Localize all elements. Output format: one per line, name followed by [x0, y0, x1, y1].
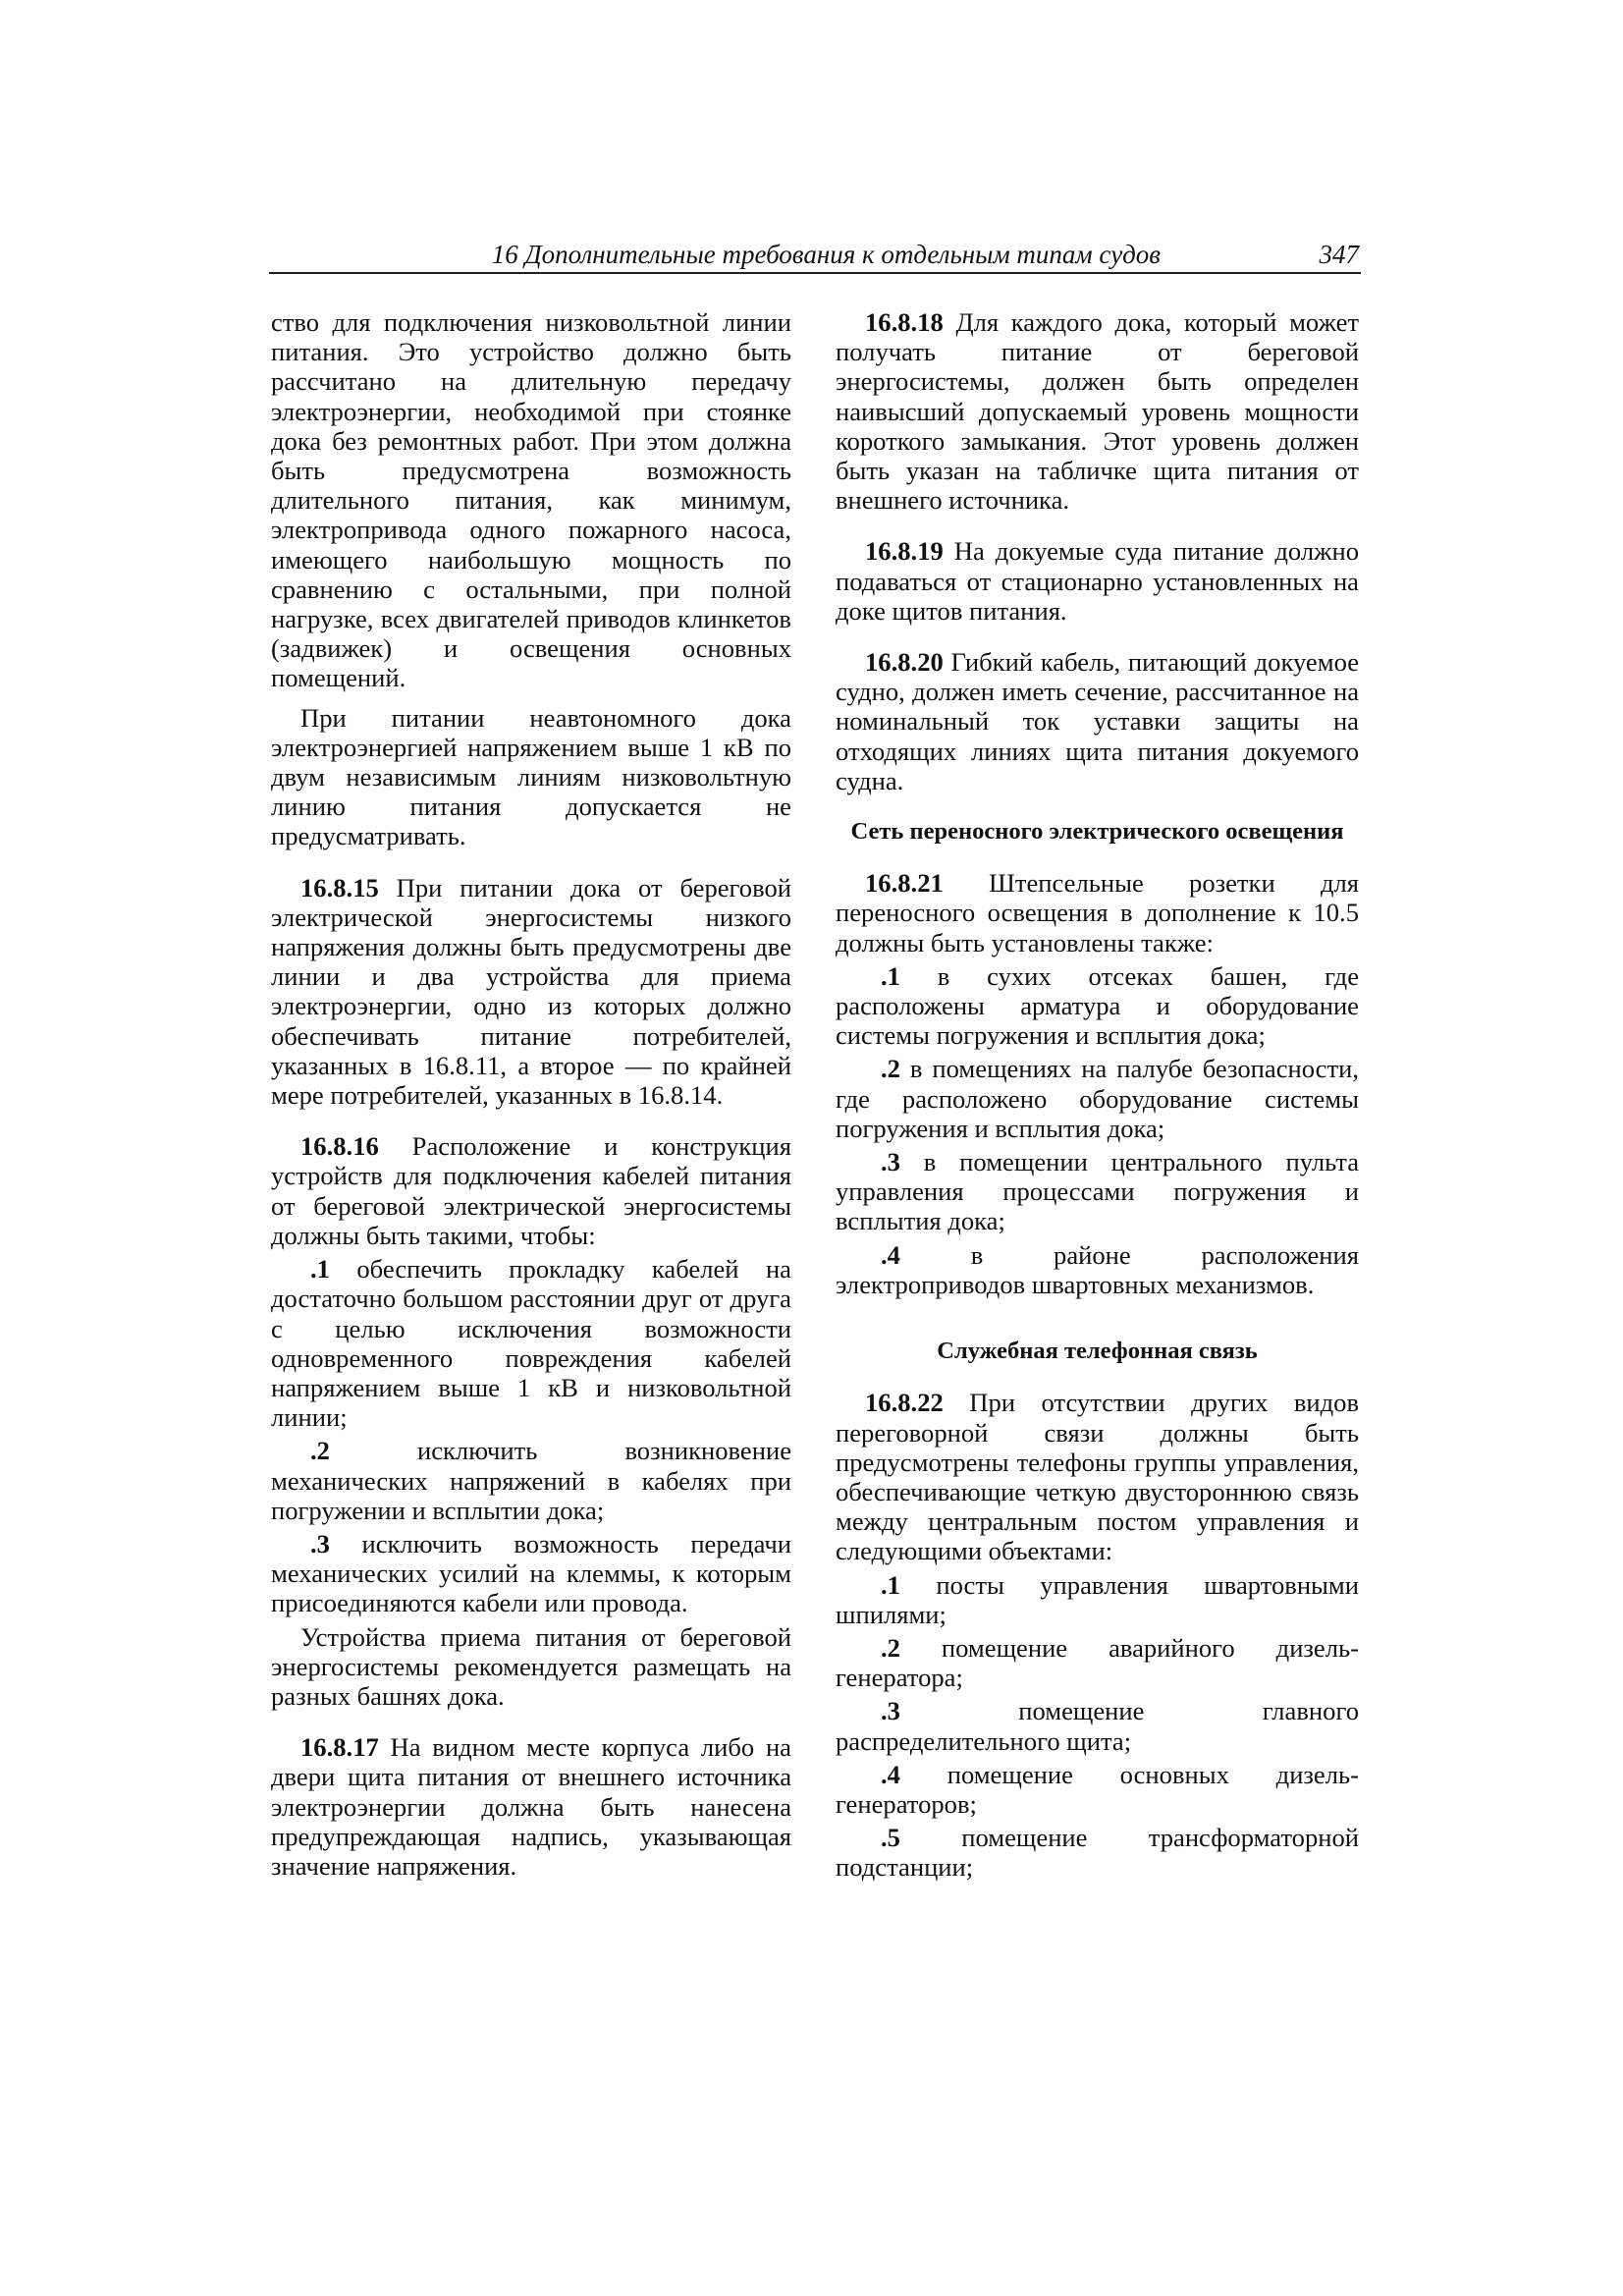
section-16-8-20: 16.8.20 Гибкий кабель, питающий докуемое судно, должен иметь сечение, рассчитанное на номинальный ток уставки защиты на отходящих линиях щита питания докуемого судна.	[836, 647, 1359, 795]
section-16-8-16: 16.8.16 Расположение и конструкция устройств для подключения кабелей питания от береговой электрической энергосистемы должны быть такими, чтобы:	[271, 1131, 791, 1250]
list-item: .2 исключить возникновение механических напряжений в кабелях при погружении и всплытии дока;	[271, 1436, 791, 1525]
list-item: .1 обеспечить прокладку кабелей на достаточно большом расстоянии друг от друга с целью исключения возможности одновременного повреждения кабелей напряжением выше 1 кВ и низковольтной линии;	[271, 1254, 791, 1433]
section-number: 16.8.18	[865, 307, 944, 337]
section-number: 16.8.16	[300, 1131, 379, 1162]
section-16-8-18: 16.8.18 Для каждого дока, который может получать питание от береговой энергосистемы, должен быть определен наивысший допускаемый уровень мощности короткого замыкания. Этот уровень должен быть указан на табличке щита питания от внешнего источника.	[836, 307, 1359, 516]
list-item: .4 в районе расположения электроприводов швартовных механизмов.	[836, 1239, 1359, 1299]
paragraph: При питании неавтономного дока электроэнергией напряжением выше 1 кВ по двум независимым линиям низковольтную линию питания допускается не предусматривать.	[271, 702, 791, 851]
section-16-8-21: 16.8.21 Штепсельные розетки для переносного освещения в дополнение к 10.5 должны быть установлены также:	[836, 868, 1359, 957]
section-number: 16.8.17	[300, 1732, 379, 1763]
list-item: .5 помещение трансформаторной подстанции;	[836, 1823, 1359, 1883]
list-item: .2 в помещениях на палубе безопасности, где расположено оборудование системы погружения и всплытия дока;	[836, 1054, 1359, 1143]
list-item: .3 в помещении центрального пульта управления процессами погружения и всплытия дока;	[836, 1147, 1359, 1236]
running-header-title: 16 Дополнительные требования к отдельным типам судов	[491, 240, 1161, 269]
section-number: 16.8.20	[865, 647, 944, 678]
subsection-heading: Сеть переносного электрического освещения	[850, 818, 1344, 846]
list-item: .3 исключить возможность передачи механических усилий на клеммы, к которым присоединяются кабели или провода.	[271, 1528, 791, 1618]
list-item: .1 в сухих отсеках башен, где расположены арматура и оборудование системы погружения и всплытия дока;	[836, 960, 1359, 1051]
section-16-8-17: 16.8.17 На видном месте корпуса либо на двери щита питания от внешнего источника электроэнергии должна быть нанесена предупреждающая надпись, указывающая значение напряжения.	[271, 1732, 791, 1881]
list-item: .2 помещение аварийного дизель-генератора;	[836, 1632, 1359, 1693]
section-16-8-22: 16.8.22 При отсутствии других видов переговорной связи должны быть предусмотрены телефоны группы управления, обеспечивающие четкую двустороннюю связь между центральным постом управления и следующими объектами:	[836, 1388, 1359, 1566]
section-number: 16.8.19	[865, 536, 944, 567]
section-16-8-15: 16.8.15 При питании дока от береговой электрической энергосистемы низкого напряжения должны быть предусмотрены две линии и два устройства для приема электроэнергии, одно из которых должно обеспечивать питание потребителей, указанных в 16.8.11, а второе — по крайней мере потребителей, указанных в 16.8.14.	[271, 872, 791, 1111]
list-item: .1 посты управления швартовными шпилями;	[836, 1569, 1359, 1629]
list-item: .4 помещение основных дизель-генераторов;	[836, 1759, 1359, 1819]
paragraph: ство для подключения низковольтной линии питания. Это устройство должно быть рассчитано на длительную передачу электроэнергии, необходимой при стоянке дока без ремонтных работ. При этом должна быть предусмотрена возможность длительного питания, как минимум, электропривода одного пожарного насоса, имеющего наибольшую мощность по сравнению с остальными, при полной нагрузке, всех двигателей приводов клинкетов (задвижек) и освещения основных помещений.	[271, 307, 791, 693]
subsection-heading: Служебная телефонная связь	[937, 1338, 1258, 1365]
section-number: 16.8.15	[300, 872, 379, 902]
right-column	[836, 307, 1359, 1883]
left-column	[271, 307, 791, 1881]
paragraph: Устройства приема питания от береговой энергосистемы рекомендуется размещать на разных башнях дока.	[271, 1621, 791, 1711]
page-number: 347	[1319, 240, 1359, 269]
section-number: 16.8.21	[865, 868, 944, 899]
list-item: .3 помещение главного распределительного щита;	[836, 1696, 1359, 1756]
running-header	[269, 239, 1361, 274]
section-number: 16.8.22	[865, 1388, 944, 1418]
section-16-8-19: 16.8.19 На докуемые суда питание должно подаваться от стационарно установленных на доке щитов питания.	[836, 536, 1359, 626]
